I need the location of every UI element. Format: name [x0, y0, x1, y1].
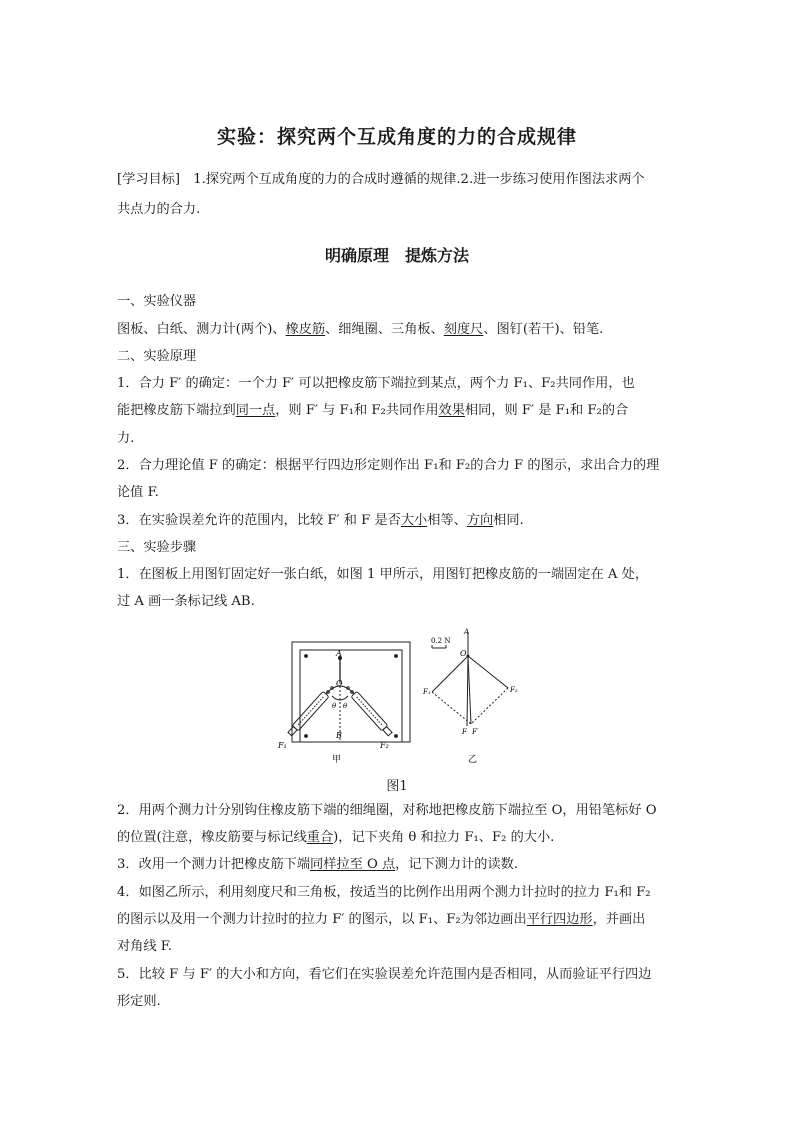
step-line-10: 形定则. [117, 994, 161, 1009]
vector-f [468, 656, 471, 724]
label-f1: F₁ [278, 741, 287, 750]
label-theta-right: θ [343, 702, 348, 710]
heading-steps: 三、实验步骤 [117, 540, 197, 555]
pin [395, 735, 398, 738]
text-span: ，则 F′ 与 F₁和 F₂共同作用 [275, 403, 439, 418]
underlined-term: 效果 [438, 403, 465, 418]
pin [305, 655, 308, 658]
board-inner-frame [300, 650, 402, 742]
step-line-8: 对角线 F. [117, 939, 173, 954]
figure-jia [287, 642, 410, 742]
label-o: O [336, 679, 343, 688]
angle-arc-left [332, 696, 340, 700]
text-span: 的位置(注意，橡皮筋要与标记线 [117, 830, 307, 845]
principle-line-6 [117, 513, 524, 529]
text-span: 3．改用一个测力计把橡皮筋下端 [117, 857, 311, 872]
label-f: F [462, 728, 467, 736]
text-span: 图板、白纸、测力计(两个)、 [117, 322, 286, 337]
step-line-1: 1．在图板上用图钉固定好一张白纸，如图 1 甲所示，用图钉把橡皮筋的一端固定在 A 处， [117, 567, 649, 582]
principle-line-2 [117, 403, 628, 419]
text-span: 、图钉(若干)、铅笔. [483, 322, 604, 337]
label-theta-left: θ [332, 702, 337, 710]
knot [347, 687, 350, 690]
label-a: A [464, 628, 470, 636]
underlined-term: 大小 [400, 513, 428, 528]
principle-line-5: 论值 F. [117, 485, 159, 500]
text-span: )，记下夹角 θ 和拉力 F₁、F₂ 的大小. [333, 830, 555, 845]
parallel-line-1 [432, 692, 471, 724]
label-f2: F₂ [510, 686, 518, 694]
angle-arc-right [340, 696, 348, 700]
step-line-4 [117, 830, 554, 846]
label-o: O [460, 649, 467, 658]
step-line-9: 5．比较 F 与 F′ 的大小和方向，看它们在实验误差允许范围内是否相同，从而验证平行四边 [117, 967, 652, 982]
principle-line-3: 力. [117, 431, 135, 446]
step-line-7 [117, 912, 645, 928]
principle-line-1: 1．合力 F′ 的确定：一个力 F′ 可以把橡皮筋下端拉到某点，两个力 F₁、F₂共同作用，也 [117, 376, 635, 391]
text-span: 相等、 [427, 513, 467, 528]
label-jia: 甲 [332, 755, 342, 765]
step-line-6: 4．如图乙所示，利用刻度尺和三角板，按适当的比例作出用两个测力计拉时的拉力 F₁和 F₂ [117, 885, 651, 900]
heading-principle: 二、实验原理 [117, 349, 197, 364]
step-line-5 [117, 857, 518, 873]
heading-apparatus: 一、实验仪器 [117, 294, 197, 309]
section-title: 明确原理 提炼方法 [324, 246, 469, 265]
page-title: 实验：探究两个互成角度的力的合成规律 [216, 126, 577, 148]
pin [395, 655, 398, 658]
underlined-term: 平行四边形 [526, 912, 593, 927]
step-line-3: 2．用两个测力计分别钩住橡皮筋下端的细绳圈，对称地把橡皮筋下端拉至 O，用铅笔标好 O [117, 803, 657, 818]
label-a: A [336, 649, 342, 658]
figure-yi [432, 632, 508, 726]
underlined-term: 刻度尺 [443, 322, 484, 337]
underlined-term: 重合 [306, 830, 334, 845]
point-o [467, 655, 470, 658]
step-line-2: 过 A 画一条标记线 AB. [117, 594, 255, 609]
underlined-term: 同一点 [235, 403, 276, 418]
text-span: ，并画出 [592, 912, 646, 927]
label-f1: F₁ [423, 688, 431, 696]
text-span: 能把橡皮筋下端拉到 [117, 403, 236, 418]
text-span: 的图示以及用一个测力计拉时的拉力 F′ 的图示，以 F₁、F₂为邻边画出 [117, 912, 527, 927]
vector-f2 [468, 656, 508, 688]
text-span: 3．在实验误差允许的范围内，比较 F′ 和 F 是否 [117, 513, 401, 528]
spring-scale-right [351, 691, 393, 736]
label-f2: F₂ [380, 741, 389, 750]
figure-caption: 图1 [386, 779, 408, 794]
vector-f-prime [467, 656, 468, 726]
label-f-prime: F′ [472, 728, 479, 736]
text-span: 、细绳圈、三角板、 [325, 322, 444, 337]
learning-goals-line-1: [学习目标] 1.探究两个互成角度的力的合成时遵循的规律.2.进一步练习使用作图法求两个 [117, 172, 645, 187]
apparatus-list [117, 322, 603, 338]
scale-label: 0.2 N [431, 637, 451, 645]
parallel-line-2 [471, 688, 508, 724]
label-b: B [336, 731, 342, 740]
pin [305, 735, 308, 738]
principle-line-4: 2．合力理论值 F 的确定：根据平行四边形定则作出 F₁和 F₂的合力 F 的图示，求出合力的理 [117, 458, 660, 473]
figure-1 [270, 628, 540, 770]
learning-goals-line-2: 共点力的合力. [117, 202, 201, 217]
label-yi: 乙 [468, 755, 478, 765]
spring-scale-left [287, 691, 329, 736]
underlined-term: 方向 [466, 513, 494, 528]
underlined-term: 同样拉至 O 点 [310, 857, 396, 872]
text-span: ，记下测力计的读数. [395, 857, 519, 872]
text-span: 相同. [493, 513, 524, 528]
underlined-term: 橡皮筋 [285, 322, 326, 337]
knot [331, 687, 334, 690]
text-span: 相同，则 F′ 是 F₁和 F₂的合 [464, 403, 629, 418]
vector-f1 [432, 656, 468, 692]
